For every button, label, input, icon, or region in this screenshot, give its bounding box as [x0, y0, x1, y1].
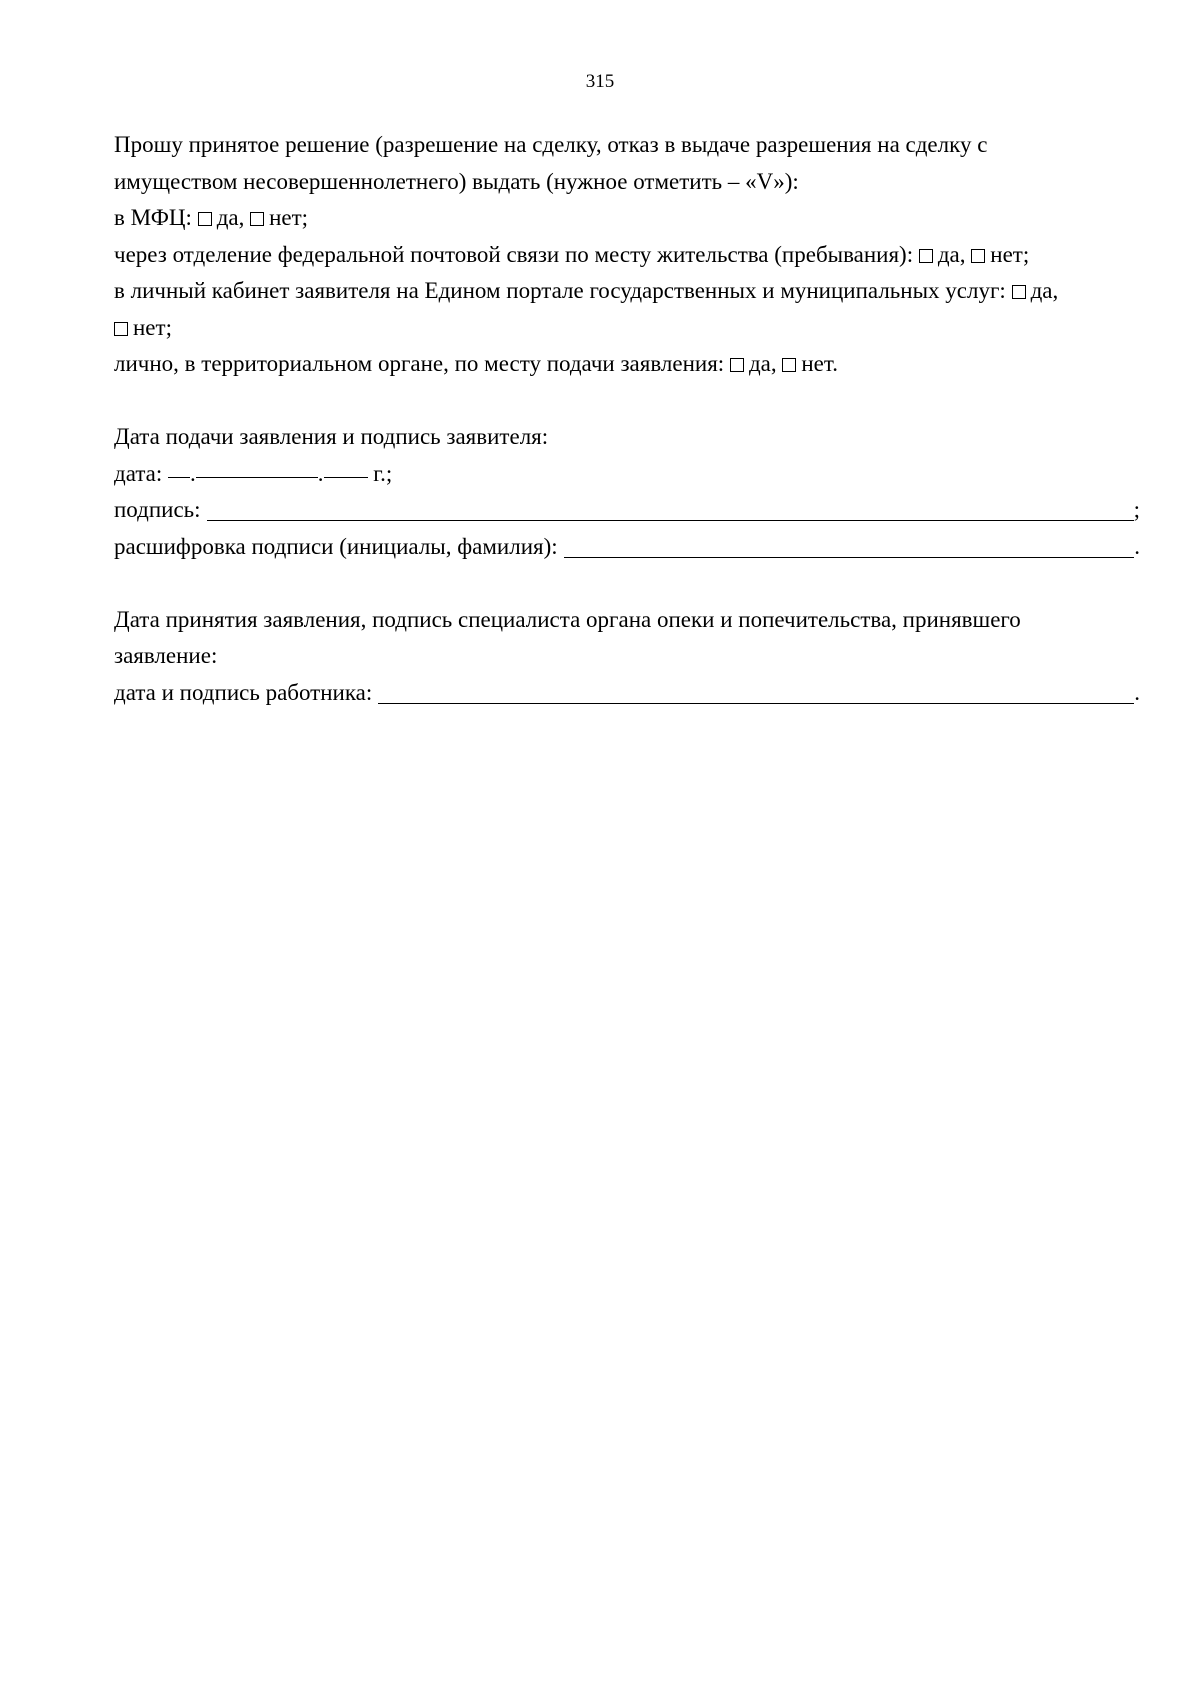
delivery-option-portal-label: в личный кабинет заявителя на Едином портале государственных и муниципальных услуг: — [114, 278, 1012, 303]
signature-decoding-label: расшифровка подписи (инициалы, фамилия): — [114, 533, 558, 559]
delivery-option-portal-cont — [114, 310, 1140, 347]
employee-signature-row — [114, 675, 1140, 712]
in-person-no-label: нет. — [801, 351, 838, 376]
delivery-intro-line-2: имуществом несовершеннолетнего) выдать (нужное отметить – «V»): — [114, 168, 799, 194]
applicant-signature-row — [114, 492, 1140, 529]
in-person-yes-checkbox[interactable] — [730, 358, 744, 372]
portal-no-label: нет; — [133, 314, 172, 340]
section-spacer — [114, 383, 1140, 420]
delivery-intro-line-1: Прошу принятое решение (разрешение на сделку, отказ в выдаче разрешения на сделку с — [114, 132, 988, 157]
portal-no-checkbox[interactable] — [114, 322, 128, 336]
applicant-signature-field[interactable] — [207, 519, 1134, 521]
delivery-option-post-label: через отделение федеральной почтовой связи по месту жительства (пребывания): — [114, 241, 919, 267]
delivery-option-in-person-label: лично, в территориальном органе, по месту подачи заявления: — [114, 351, 730, 376]
post-no-checkbox[interactable] — [971, 249, 985, 263]
mfc-yes-label: да, — [216, 205, 245, 230]
applicant-date-year-suffix: г.; — [373, 460, 393, 486]
delivery-option-post — [114, 237, 1140, 274]
signature-decoding-end: . — [1134, 533, 1140, 559]
in-person-no-checkbox[interactable] — [782, 358, 796, 372]
portal-yes-label: да, — [1030, 278, 1059, 303]
in-person-yes-label: да, — [748, 351, 777, 376]
applicant-date-label: дата: — [114, 460, 163, 486]
date-year-field[interactable] — [324, 476, 368, 478]
specialist-heading-line-2: заявление: — [114, 643, 218, 668]
date-month-field[interactable] — [196, 476, 318, 478]
specialist-heading-line-1: Дата принятия заявления, подпись специалиста органа опеки и попечительства, принявшего — [114, 606, 1021, 632]
signature-decoding-row — [114, 529, 1140, 566]
delivery-option-mfc-label: в МФЦ: — [114, 205, 198, 230]
post-yes-label: да, — [937, 241, 966, 267]
mfc-no-label: нет; — [269, 205, 309, 230]
applicant-date-row: дата: . . г.; — [114, 460, 393, 486]
date-day-field[interactable] — [168, 476, 190, 478]
signature-decoding-field[interactable] — [564, 556, 1135, 558]
post-no-label: нет; — [990, 241, 1030, 267]
employee-signature-label: дата и подпись работника: — [114, 679, 373, 705]
mfc-no-checkbox[interactable] — [250, 212, 264, 226]
employee-signature-end: . — [1134, 679, 1140, 705]
section-spacer — [114, 565, 1140, 602]
delivery-option-portal — [114, 273, 1140, 310]
employee-signature-field[interactable] — [378, 702, 1134, 704]
delivery-option-mfc — [114, 200, 1140, 237]
applicant-signature-label: подпись: — [114, 497, 201, 522]
form-body — [114, 127, 1140, 711]
applicant-signature-end: ; — [1133, 497, 1140, 522]
delivery-option-in-person — [114, 346, 1140, 383]
page-number: 315 — [585, 71, 615, 92]
applicant-section-heading: Дата подачи заявления и подпись заявителя: — [114, 424, 549, 449]
portal-yes-checkbox[interactable] — [1012, 285, 1026, 299]
mfc-yes-checkbox[interactable] — [198, 212, 212, 226]
post-yes-checkbox[interactable] — [919, 249, 933, 263]
